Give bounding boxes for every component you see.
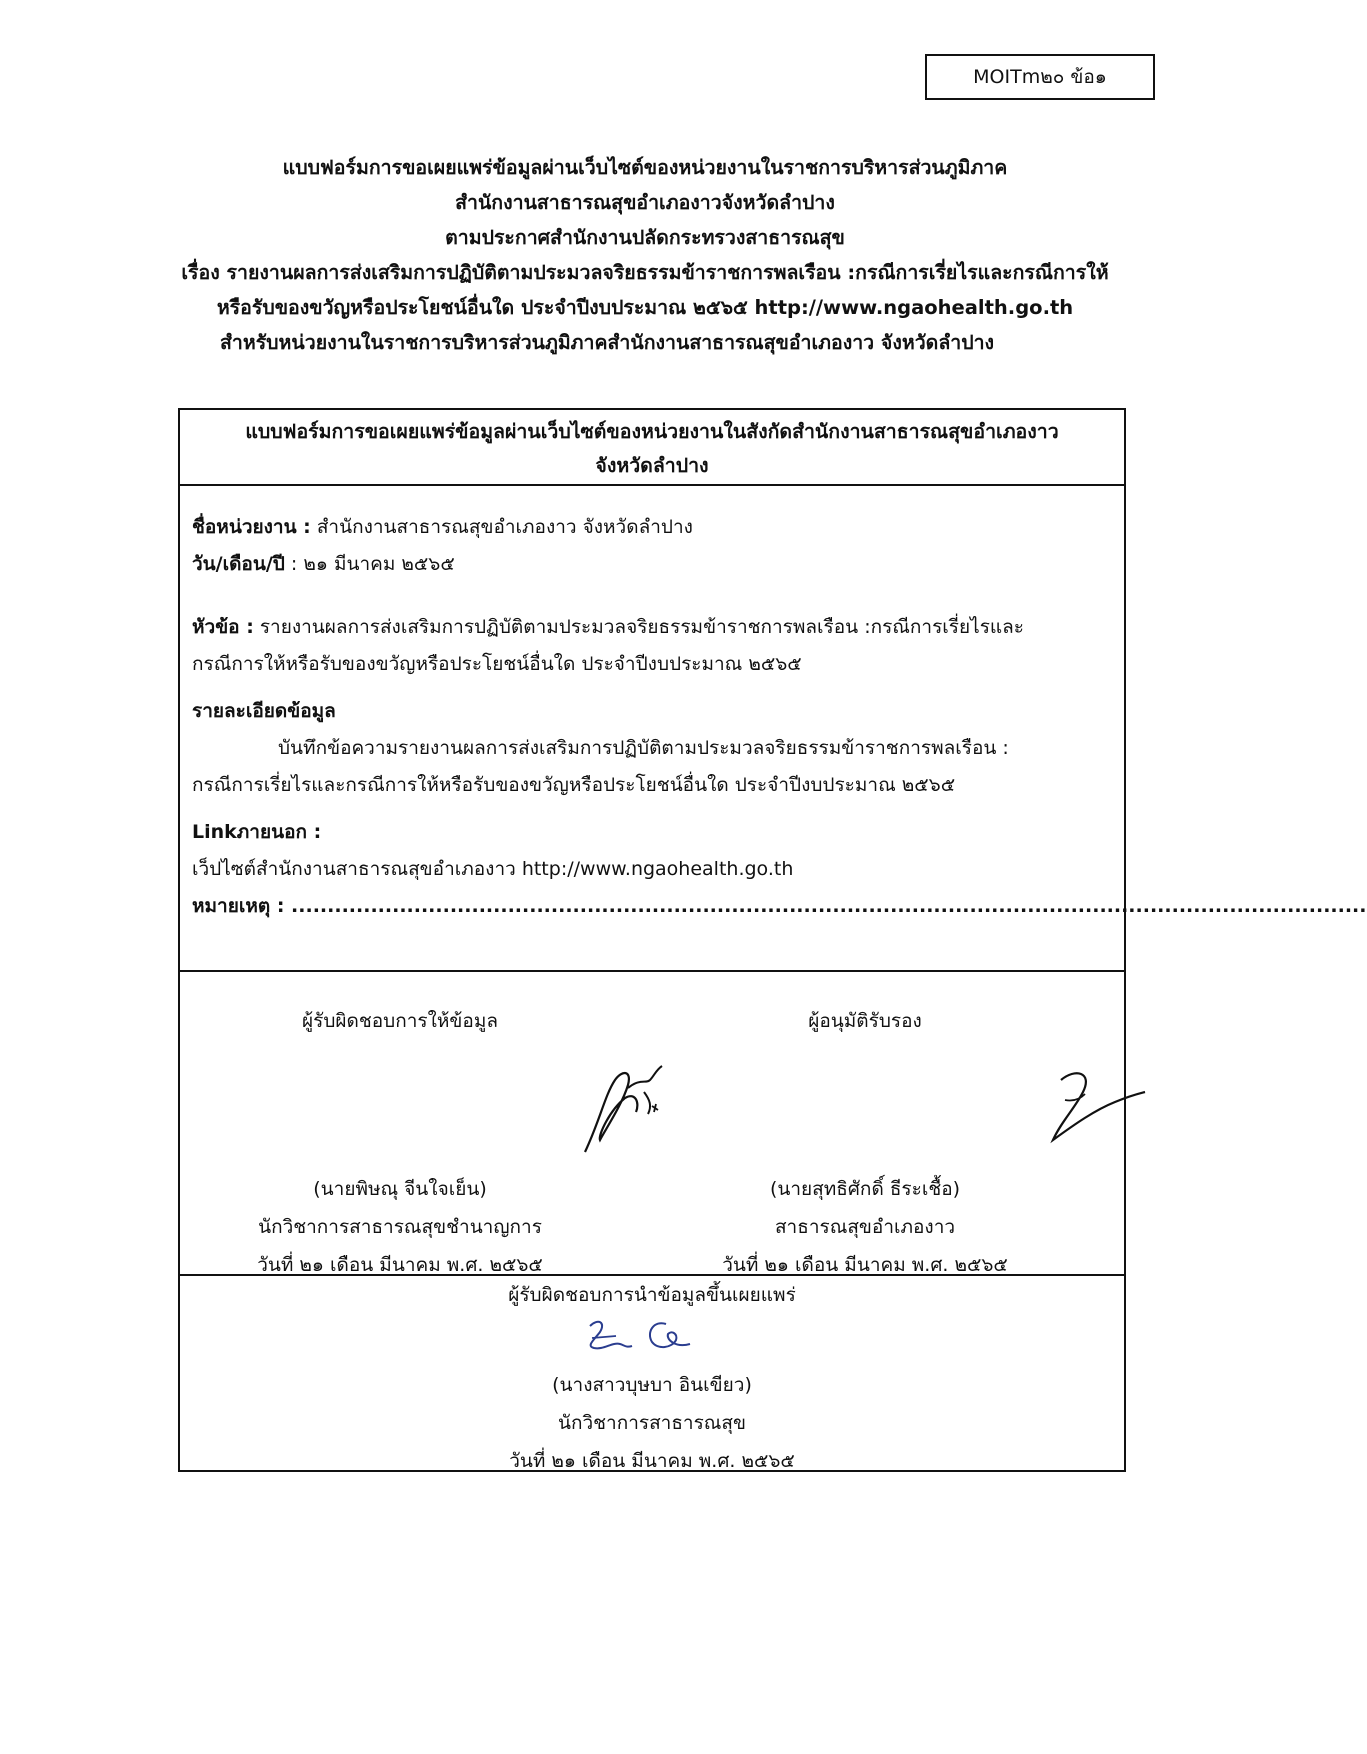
note-row (192, 888, 1367, 925)
header-line-1: แบบฟอร์มการขอเผยแพร่ข้อมูลผ่านเว็บไซต์ของหน่วยงานในราชการบริหารส่วนภูมิภาค (282, 156, 1008, 179)
detail-label: รายละเอียดข้อมูล (192, 700, 336, 722)
note-label: หมายเหตุ : (192, 895, 292, 917)
agency-value: สำนักงานสาธารณสุขอำเภองาว จังหวัดลำปาง (310, 516, 693, 538)
topic-line-2: กรณีการให้หรือรับของขวัญหรือประโยชน์อื่นใด ประจำปีงบประมาณ ๒๕๖๕ (192, 653, 802, 675)
signer-right (655, 1002, 1075, 1284)
detail-line-2: กรณีการเรี่ยไรและกรณีการให้หรือรับของขวัญหรือประโยชน์อื่นใด ประจำปีงบประมาณ ๒๕๖๕ (192, 774, 956, 796)
topic-label: หัวข้อ : (192, 616, 254, 638)
form-title (180, 410, 1124, 486)
detail-line-1: บันทึกข้อความรายงานผลการส่งเสริมการปฏิบัติตามประมวลจริยธรรมข้าราชการพลเรือน : (278, 737, 1009, 759)
form-title-line-2: จังหวัดลำปาง (595, 454, 709, 477)
form-title-line-1: แบบฟอร์มการขอเผยแพร่ข้อมูลผ่านเว็บไซต์ของหน่วยงานในสังกัดสำนักงานสาธารณสุขอำเภองาว (245, 420, 1059, 443)
header-line-3: ตามประกาศสำนักงานปลัดกระทรวงสาธารณสุข (445, 226, 845, 249)
publication-form (178, 408, 1367, 1472)
document-header (130, 150, 1160, 360)
publisher-position: นักวิชาการสาธารณสุข (557, 1412, 747, 1434)
reference-code-box (925, 54, 1155, 100)
link-value: เว็ปไซต์สำนักงานสาธารณสุขอำเภองาว http://www.ngaohealth.go.th (192, 858, 794, 880)
signer-left-date: วันที่ ๒๑ เดือน มีนาคม พ.ศ. ๒๕๖๕ (257, 1254, 543, 1276)
topic-line-1: รายงานผลการส่งเสริมการปฏิบัติตามประมวลจริยธรรมข้าราชการพลเรือน :กรณีการเรี่ยไรและ (253, 616, 1024, 638)
header-line-6: สำหรับหน่วยงานในราชการบริหารส่วนภูมิภาคสำนักงานสาธารณสุขอำเภองาว จังหวัดลำปาง (220, 331, 995, 354)
date-row (192, 546, 1110, 583)
signer-left-name: (นายพิษณุ จีนใจเย็น) (313, 1178, 487, 1200)
publisher-date: วันที่ ๒๑ เดือน มีนาคม พ.ศ. ๒๕๖๕ (509, 1450, 795, 1472)
publisher-role: ผู้รับผิดชอบการนำข้อมูลขึ้นเผยแพร่ (508, 1284, 796, 1306)
publisher-section (180, 1276, 1124, 1472)
header-line-2: สำนักงานสาธารณสุขอำเภองาวจังหวัดลำปาง (455, 191, 835, 214)
signer-right-name: (นายสุทธิศักดิ์ ธีระเชื้อ) (769, 1178, 961, 1200)
signer-left-role: ผู้รับผิดชอบการให้ข้อมูล (302, 1010, 498, 1032)
agency-row (192, 509, 1110, 546)
signature-right-mark (865, 1040, 1285, 1170)
date-label: วัน/เดือน/ปี (192, 553, 285, 575)
agency-label: ชื่อหน่วยงาน : (192, 516, 311, 538)
header-line-4: เรื่อง รายงานผลการส่งเสริมการปฏิบัติตามประมวลจริยธรรมข้าราชการพลเรือน :กรณีการเรี่ยไรและกรณีการให้ (181, 261, 1109, 284)
publisher-name: (นางสาวบุษบา อินเขียว) (552, 1374, 752, 1396)
signer-right-position: สาธารณสุขอำเภองาว (774, 1216, 956, 1238)
signature-right (655, 1040, 1075, 1170)
signature-left (190, 1040, 610, 1170)
header-line-5: หรือรับของขวัญหรือประโยชน์อื่นใด ประจำปีงบประมาณ ๒๕๖๕ http://www.ngaohealth.go.th (216, 296, 1074, 319)
topic-row (192, 609, 1110, 646)
signature-publisher-mark (180, 1308, 1128, 1360)
signer-right-date: วันที่ ๒๑ เดือน มีนาคม พ.ศ. ๒๕๖๕ (722, 1254, 1008, 1276)
signer-left (190, 1002, 610, 1284)
signature-section (180, 972, 1124, 1276)
signer-left-position: นักวิชาการสาธารณสุขชำนาญการ (258, 1216, 542, 1238)
note-value: ..................................................................................................................................................... (291, 895, 1367, 917)
form-body (180, 486, 1367, 972)
link-label: Linkภายนอก : (192, 821, 322, 843)
reference-code: MOITm๒๐ ข้อ๑ (973, 66, 1107, 88)
signer-right-role: ผู้อนุมัติรับรอง (808, 1010, 922, 1032)
signature-publisher (180, 1314, 1124, 1366)
date-value: : ๒๑ มีนาคม ๒๕๖๕ (284, 553, 455, 575)
